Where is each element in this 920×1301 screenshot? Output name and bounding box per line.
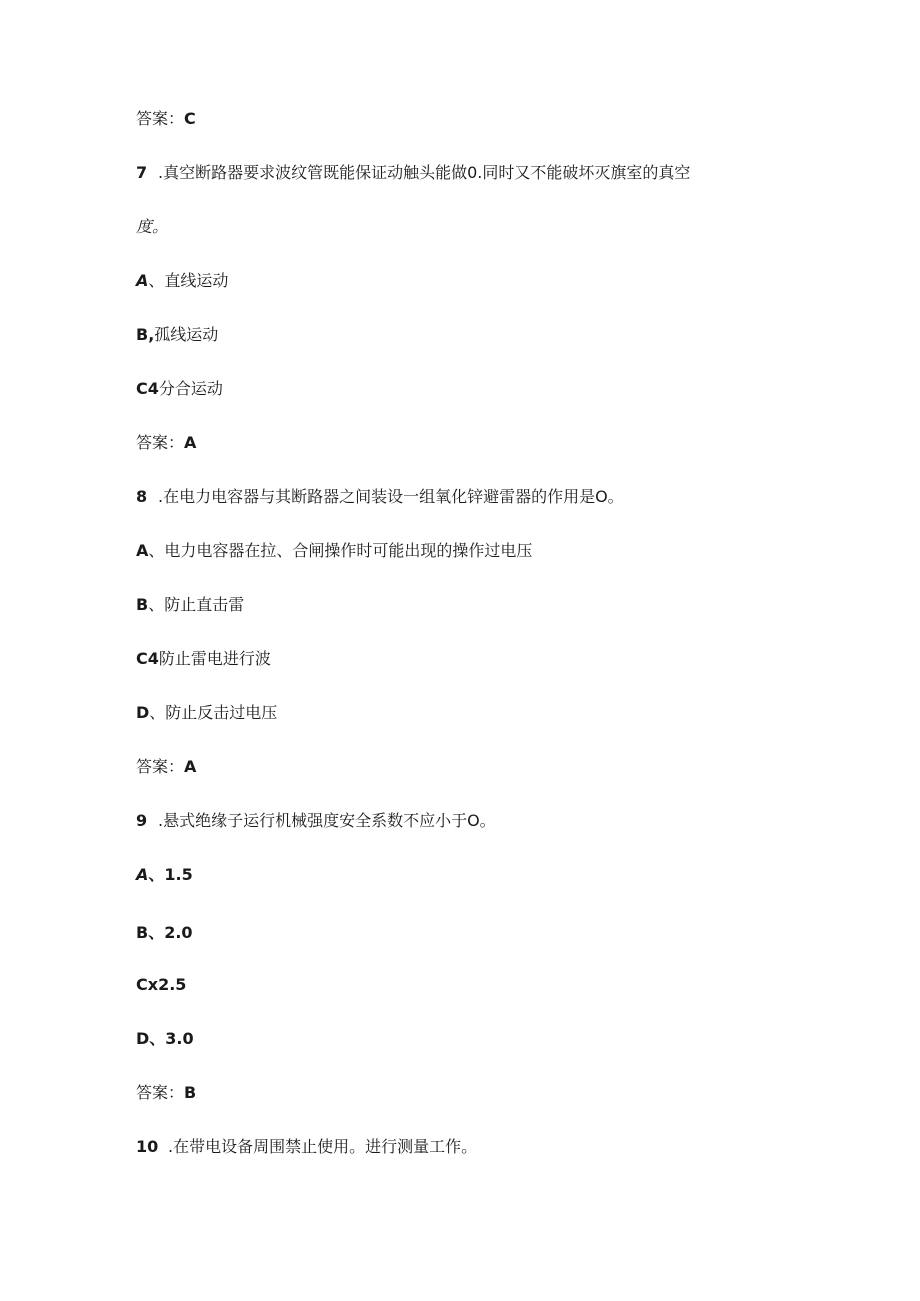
option-text: 防止雷电进行波 (158, 649, 271, 668)
option-b (136, 595, 244, 615)
option-label: A (136, 271, 149, 290)
option-text: 2.5 (158, 975, 187, 994)
option-b (136, 325, 218, 345)
answer-label: 答案： (136, 757, 185, 776)
option-text: 、直线运动 (148, 271, 229, 290)
option-a (136, 541, 532, 561)
answer-value: A (184, 757, 197, 776)
question-7-continuation (136, 217, 168, 237)
answer-line (136, 757, 196, 777)
question-8 (136, 487, 624, 507)
option-c (136, 649, 271, 669)
option-c (136, 975, 186, 995)
option-label: D (136, 703, 150, 722)
answer-label: 答案： (136, 433, 185, 452)
question-text: .在电力电容器与其断路器之间装设一组氧化锌避雷器的作用是O。 (158, 487, 624, 506)
answer-label: 答案： (136, 1083, 185, 1102)
option-label: B (136, 595, 149, 614)
question-text: .悬式绝缘子运行机械强度安全系数不应小于O。 (158, 811, 496, 830)
option-text: 分合运动 (158, 379, 223, 398)
question-number: 10 (136, 1137, 159, 1156)
option-a (136, 271, 228, 291)
answer-value: C (184, 109, 196, 128)
option-text: 、防止反击过电压 (149, 703, 278, 722)
question-7 (136, 163, 690, 183)
question-number: 8 (136, 487, 148, 506)
answer-line (136, 109, 196, 129)
option-text: 孤线运动 (154, 325, 219, 344)
question-text: .在带电设备周围禁止使用。进行测量工作。 (168, 1137, 478, 1156)
option-label: B (136, 923, 149, 942)
option-label: C4 (136, 379, 159, 398)
option-label: A (136, 541, 149, 560)
option-label: C4 (136, 649, 159, 668)
answer-value: B (184, 1083, 197, 1102)
answer-label: 答案： (136, 109, 185, 128)
option-d (136, 703, 277, 723)
option-label: D (136, 1029, 150, 1048)
option-b (136, 923, 193, 943)
option-a (136, 865, 193, 885)
question-number: 9 (136, 811, 148, 830)
question-9 (136, 811, 496, 831)
option-label: A (136, 865, 149, 884)
answer-line (136, 433, 196, 453)
question-text-continued: 度。 (136, 217, 169, 236)
option-text: 、3.0 (149, 1029, 194, 1048)
answer-value: A (184, 433, 197, 452)
question-10 (136, 1137, 477, 1157)
option-text: 、1.5 (148, 865, 193, 884)
question-text: .真空断路器要求波纹管既能保证动触头能做0.同时又不能破坏灭旗室的真空 (158, 163, 691, 182)
option-label: B, (136, 325, 155, 344)
question-number: 7 (136, 163, 148, 182)
option-text: 、电力电容器在拉、合闸操作时可能出现的操作过电压 (148, 541, 533, 560)
answer-line (136, 1083, 196, 1103)
option-text: 、2.0 (148, 923, 193, 942)
option-label: Cx (136, 975, 159, 994)
option-text: 、防止直击雷 (148, 595, 245, 614)
option-c (136, 379, 223, 399)
option-d (136, 1029, 194, 1049)
